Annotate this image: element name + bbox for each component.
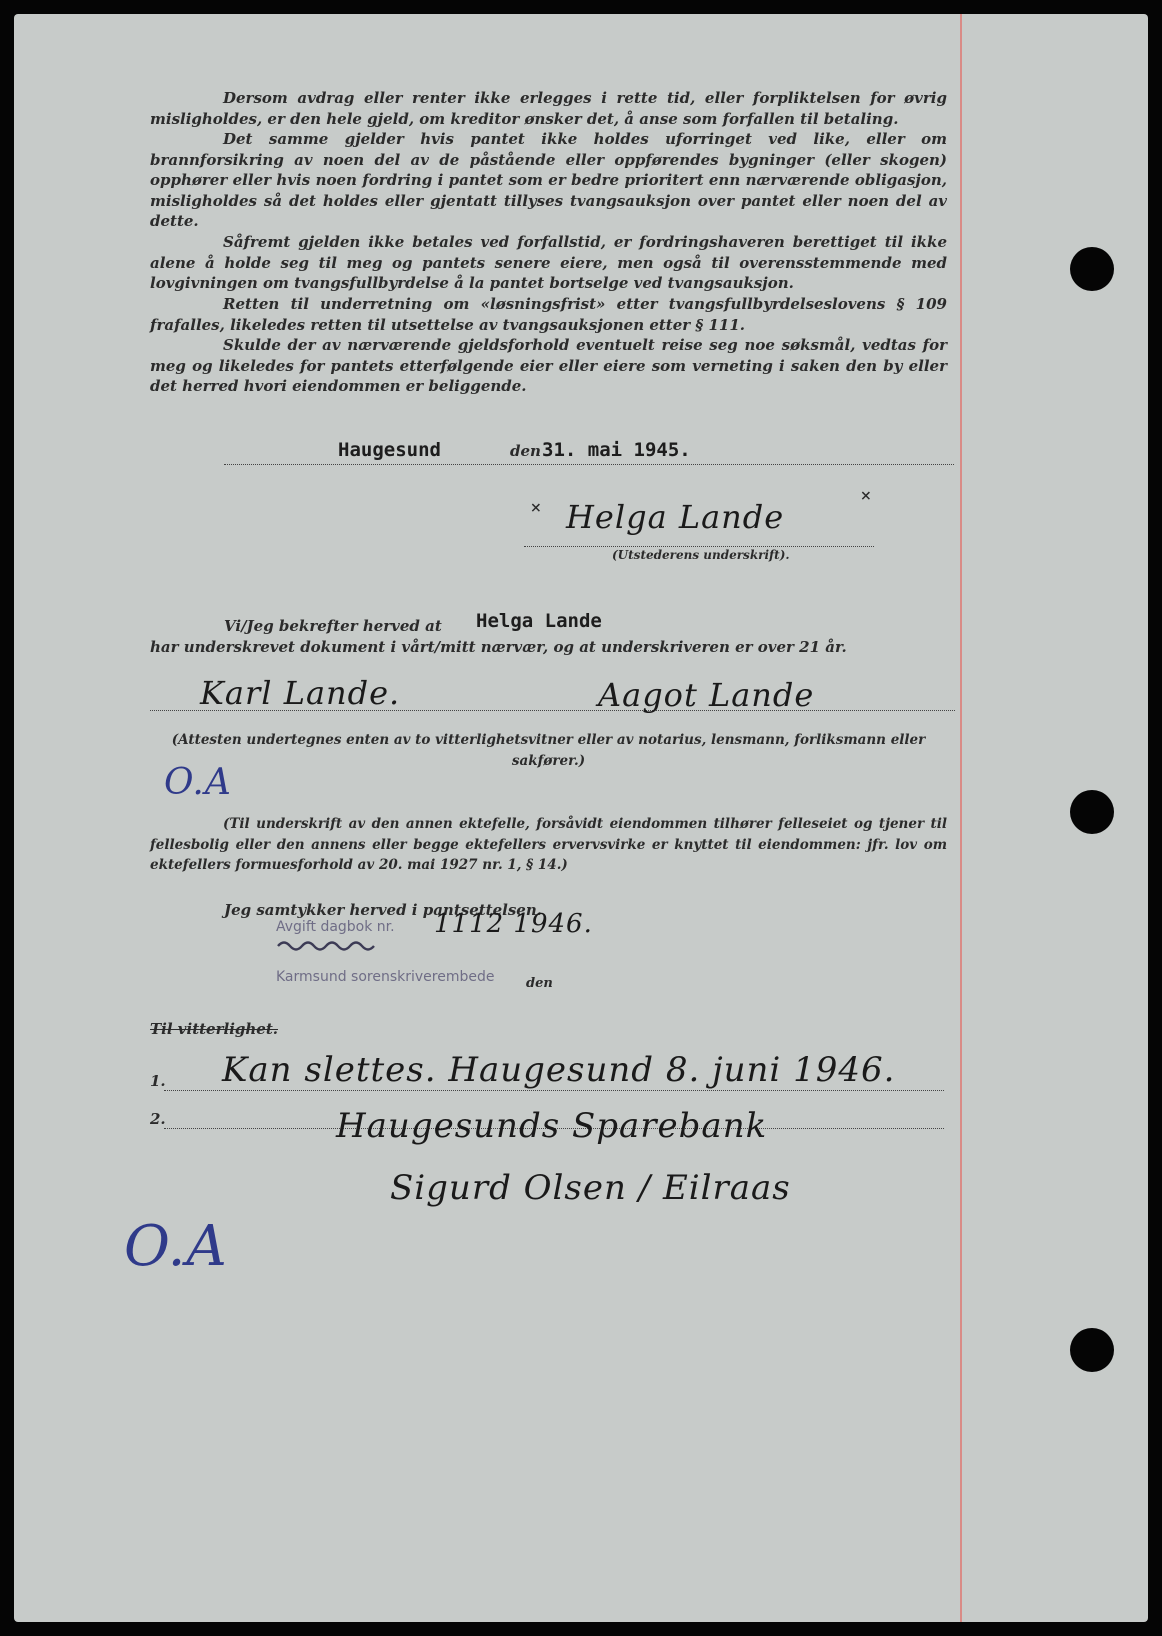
confirmed-name: Helga Lande: [476, 610, 602, 632]
witnessing-header: Til vitterlighet.: [150, 1020, 278, 1038]
bottom-initials: O.A: [124, 1214, 228, 1279]
spouse-note: (Til underskrift av den annen ektefelle, forsåvidt eiendommen tilhører felleseiet og tjener til fellesbolig eller den annens eller begge ektefellers ervervsvirke er knyttet til eiendommen: jfr. lov om ektefellers formuesforhold av 20. mai 1927 nr. 1, § 14.): [150, 816, 947, 873]
stamp-line1: Avgift dagbok nr.: [276, 919, 395, 935]
witness1-signature: Karl Lande.: [200, 674, 401, 712]
diary-number: 1112 1946.: [434, 909, 593, 939]
dotted-line: [164, 1090, 944, 1091]
margin-line: [960, 14, 962, 1622]
paragraph-collateral: Det samme gjelder hvis pantet ikke holdes uforringet ved like, eller om brannforsikring av noen del av de påstående eller oppførendes bygninger (eller skogen) opphører eller hvis noen fordring i pantet som er bedre prioritert enn nærværende obligasjon, misligholdes så det holdes eller gjentatt tillyses tvangsauksjon over pantet eller noen del av dette.: [150, 130, 947, 230]
punch-hole: [1070, 247, 1114, 291]
confirmation-line1: Vi/Jeg bekrefter herved at: [224, 617, 442, 635]
release-note: Kan slettes. Haugesund 8. juni 1946.: [222, 1050, 896, 1090]
date: 31. mai 1945.: [542, 439, 691, 461]
witness-mark-1: 1.: [150, 1072, 166, 1090]
paragraph-enforcement: Såfremt gjelden ikke betales ved forfallstid, er fordringshaveren berettiget til ikke alene å holde seg til meg og pantets senere eiere, men også til overensstemmende med lovgivningen om tvangsfullbyrdelse å la pantet bortselge ved tvangsauksjon.: [150, 233, 947, 292]
paragraph-default: Dersom avdrag eller renter ikke erlegges i rette tid, eller forpliktelsen for øvrig misligholdes, er den hele gjeld, om kreditor ønsker det, å anse som forfallen til betaling.: [150, 89, 947, 128]
bank-signature: Haugesunds Sparebank: [336, 1106, 768, 1146]
witness-mark-2: 2.: [150, 1110, 166, 1128]
officer-signature: Sigurd Olsen / Eilraas: [390, 1168, 791, 1208]
den-label: den: [510, 442, 541, 460]
paragraph-venue: Skulde der av nærværende gjeldsforhold eventuelt reise seg noe søksmål, vedtas for meg og likeledes for pantets etterfølgende eier eller eiere som verneting i saken den by eller det herred hvori eiendommen er beliggende.: [150, 336, 947, 395]
dotted-line: [524, 546, 874, 547]
stamp-scribble: [276, 938, 386, 952]
attestation-note: (Attesten undertegnes enten av to vitterlighetsvitner eller av notarius, lensmann, forliksmann eller sakfører.): [171, 732, 926, 769]
witness2-signature: Aagot Lande: [598, 676, 815, 714]
consent-text: Jeg samtykker herved i pantsettelsen.: [224, 901, 542, 919]
consent-den: den: [526, 976, 553, 991]
dotted-line: [224, 464, 954, 465]
place: Haugesund: [338, 439, 441, 461]
punch-hole: [1070, 790, 1114, 834]
stamp-line2: Karmsund sorenskriverembede: [276, 969, 495, 985]
issuer-signature: Helga Lande: [566, 498, 785, 536]
issuer-caption: (Utstederens underskrift).: [612, 548, 790, 562]
witness-initials: O.A: [164, 762, 232, 803]
confirmation-line2: har underskrevet dokument i vårt/mitt nærvær, og at underskriveren er over 21 år.: [150, 638, 847, 656]
punch-hole: [1070, 1328, 1114, 1372]
document-page: Dersom avdrag eller renter ikke erlegges i rette tid, eller forpliktelsen for øvrig misligholdes, er den hele gjeld, om kreditor ønsker det, å anse som forfallen til betaling. Det samme gjelder hvis pantet ikke holdes uforringet ved like, eller om brannforsikring av noen del av de påstående eller oppførendes bygninger (eller skogen) opphører eller hvis noen fordring i pantet som er bedre prioritert enn nærværende obligasjon, misligholdes så det holdes eller gjentatt tillyses tvangsauksjon over pantet eller noen del av dette. Såfremt gjelden ikke betales ved forfallstid, er fordringshaveren berettiget til ikke alene å holde seg til meg og pantets senere eiere, men også til overensstemmende med lovgivningen om tvangsfullbyrdelse å la pantet bortselge ved tvangsauksjon. Retten til underretning om «løsningsfrist» etter tvangsfullbyrdelseslovens § 109 frafalles, likeledes retten til utsettelse av tvangsauksjonen etter § 111. Skulde der av nærværende gjeldsforhold eventuelt reise seg noe søksmål, vedtas for meg og likeledes for pantets etterfølgende eier eller eiere som verneting i saken den by eller det herred hvori eiendommen er beliggende. Haugesund den 31. mai 1945. Helga Lande (Utstederens underskrift). × × Vi/Jeg bekrefter herved at Helga Lande har underskrevet dokument i vårt/mitt nærvær, og at underskriveren er over 21 år. Karl Lande. Aagot Lande (Attesten undertegnes enten av to vitterlighetsvitner eller av notarius, lensmann, forliksmann eller sakfører.) O.A (Til underskrift av den annen ektefelle, forsåvidt eiendommen tilhører felleseiet og tjener til fellesbolig eller den annens eller begge ektefellers ervervsvirke er knyttet til eiendommen: jfr. lov om ektefellers formuesforhold av 20. mai 1927 nr. 1, § 14.) Jeg samtykker herved i pantsettelsen. Avgift dagbok nr. 1112 1946. Karmsund sorenskriverembede den Til vitterlighet. 1. 2. Kan slettes. Haugesund 8. juni 1946. Haugesunds Sparebank Sigurd Olsen / Eilraas O.A: [14, 14, 1148, 1622]
paragraph-redemption: Retten til underretning om «løsningsfrist» etter tvangsfullbyrdelseslovens § 109 frafalles, likeledes retten til utsettelse av tvangsauksjonen etter § 111.: [150, 295, 947, 334]
